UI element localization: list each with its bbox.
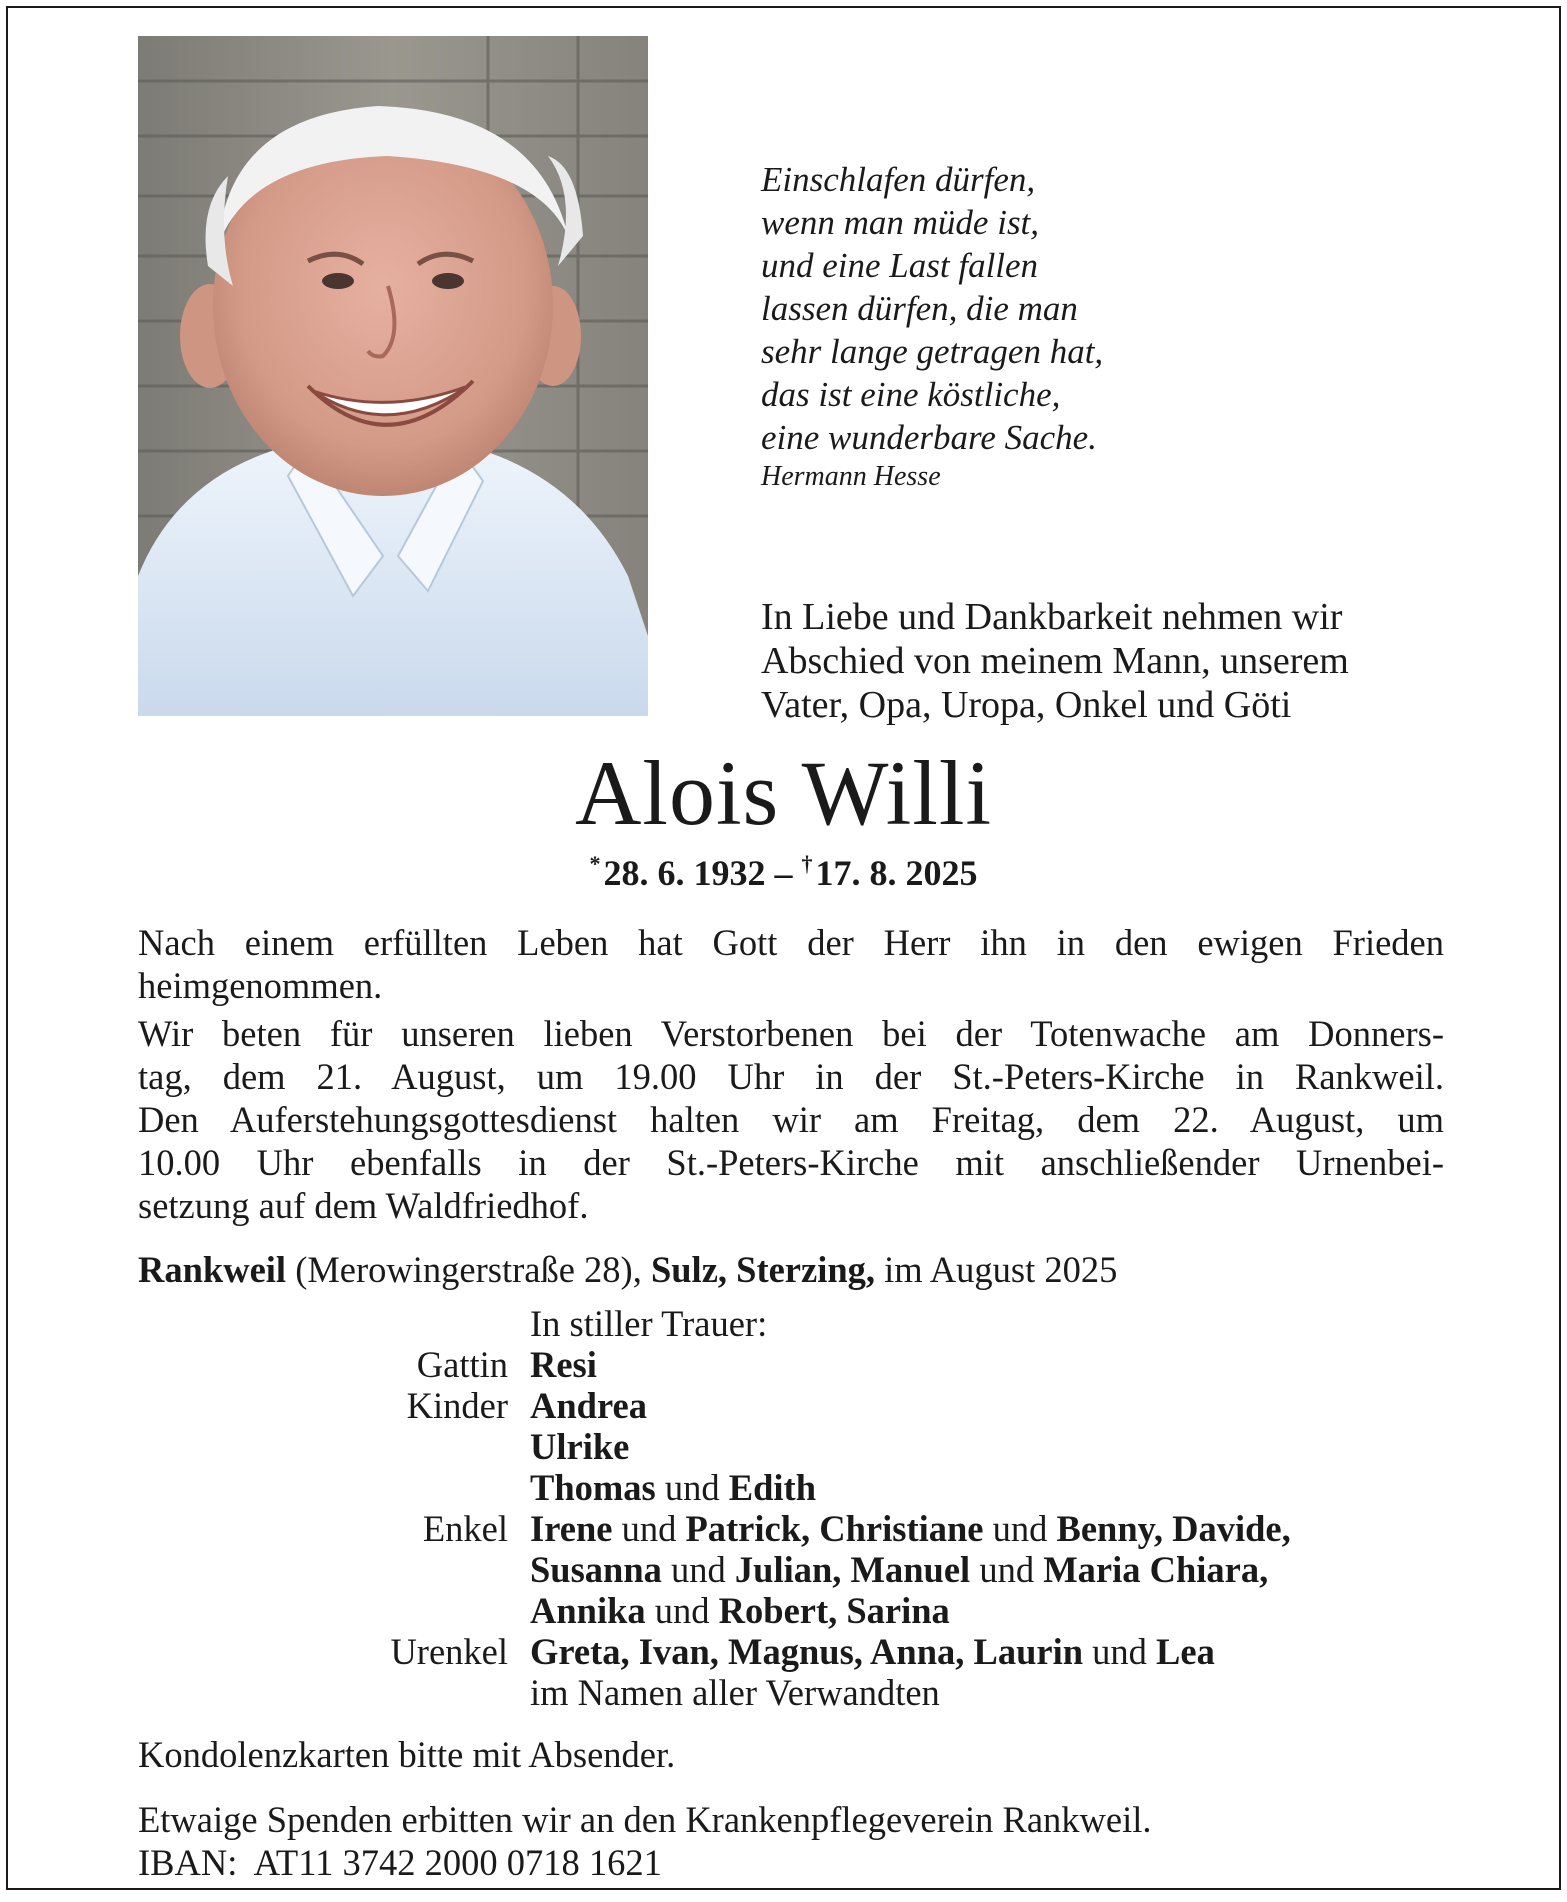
quote-author: Hermann Hesse <box>761 461 941 492</box>
mourner-name: Robert, Sarina <box>718 1590 950 1631</box>
mourner-name: Irene <box>530 1508 613 1549</box>
death-symbol: † <box>801 851 813 876</box>
mourners-row <box>8 1549 1563 1590</box>
place-date-line <box>138 1248 1117 1291</box>
quote-line: wenn man müde ist, <box>761 203 1040 242</box>
mourners-row-gattin <box>8 1344 1563 1385</box>
intro-line: Vater, Opa, Uropa, Onkel und Göti <box>761 684 1292 726</box>
condolence-note: Kondolenzkarten bitte mit Absender. <box>138 1734 676 1775</box>
relation-names <box>530 1549 1268 1590</box>
mourner-name: Julian, Manuel <box>734 1549 971 1590</box>
mourner-name: Edith <box>728 1467 817 1508</box>
mourners-row-kinder <box>8 1385 1563 1426</box>
mourner-name: Susanna <box>530 1549 662 1590</box>
mourners-row <box>8 1426 1563 1467</box>
conjunction: und <box>671 1549 726 1590</box>
donation-text: Etwaige Spenden erbitten wir an den Krankenpflegeverein Rankweil. <box>138 1799 1152 1840</box>
relation-label: Kinder <box>406 1385 508 1426</box>
relation-names <box>530 1631 1215 1672</box>
mourners-list <box>8 1303 1563 1713</box>
mourner-name: Benny, Davide, <box>1056 1508 1291 1549</box>
mourners-row <box>8 1590 1563 1631</box>
quote-line: sehr lange getragen hat, <box>761 332 1104 371</box>
mourners-row <box>8 1467 1563 1508</box>
relation-names <box>530 1385 647 1426</box>
conjunction: und <box>992 1508 1048 1549</box>
relation-names <box>530 1590 950 1631</box>
paragraph-services <box>138 1012 1444 1227</box>
mourners-heading-row <box>8 1303 1563 1344</box>
paragraph-line: Nach einem erfüllten Leben hat Gott der Herr ihn in den ewigen Frieden <box>138 922 1444 963</box>
intro-line: Abschied von meinem Mann, unserem <box>761 640 1349 682</box>
date-separator: – <box>774 853 793 893</box>
relation-names <box>530 1344 597 1385</box>
mourner-name: Patrick, Christiane <box>685 1508 984 1549</box>
place-date: im August 2025 <box>884 1249 1118 1290</box>
iban-value: AT11 3742 2000 0718 1621 <box>253 1842 662 1883</box>
conjunction: und <box>654 1590 710 1631</box>
mourners-row-enkel <box>8 1508 1563 1549</box>
relation-names <box>530 1508 1291 1549</box>
mourner-name: Maria Chiara, <box>1043 1549 1269 1590</box>
intro-line: In Liebe und Dankbarkeit nehmen wir <box>761 596 1343 638</box>
death-date: 17. 8. 2025 <box>815 853 978 893</box>
quote-line: eine wunderbare Sache. <box>761 418 1097 457</box>
mourners-closing-row <box>8 1672 1563 1713</box>
paragraph-line: 10.00 Uhr ebenfalls in der St.-Peters-Kirche mit anschließender Urnenbei- <box>138 1142 1444 1183</box>
life-dates <box>8 851 1559 894</box>
quote-line: Einschlafen dürfen, <box>761 160 1036 199</box>
mourners-heading: In stiller Trauer: <box>530 1303 768 1344</box>
paragraph-line: Wir beten für unseren lieben Verstorbenen bei der Totenwache am Donners- <box>138 1013 1444 1054</box>
birth-date: 28. 6. 1932 <box>603 853 766 893</box>
mourner-name: Greta, Ivan, Magnus, Anna, Laurin <box>530 1631 1084 1672</box>
mourner-name: Annika <box>530 1590 646 1631</box>
paragraph-line: setzung auf dem Waldfriedhof. <box>138 1185 589 1226</box>
mourner-name: Lea <box>1156 1631 1215 1672</box>
paragraph-peace <box>138 921 1444 1007</box>
mourners-row-urenkel <box>8 1631 1563 1672</box>
portrait-illustration <box>138 36 648 716</box>
mourners-closing: im Namen aller Verwandten <box>530 1672 940 1713</box>
relation-names <box>530 1426 629 1467</box>
relation-label: Gattin <box>416 1344 508 1385</box>
place-address: (Merowingerstraße 28), <box>295 1249 642 1290</box>
deceased-name: Alois Willi <box>574 742 993 844</box>
conjunction: und <box>979 1549 1035 1590</box>
quote-line: lassen dürfen, die man <box>761 289 1078 328</box>
quote-line: und eine Last fallen <box>761 246 1039 285</box>
relation-names <box>530 1467 816 1508</box>
birth-symbol: * <box>589 851 601 876</box>
mourner-name: Ulrike <box>530 1426 630 1467</box>
place-other-towns: Sulz, Sterzing, <box>650 1249 876 1290</box>
donation-note <box>138 1798 1152 1884</box>
mourner-name: Andrea <box>530 1385 647 1426</box>
place-town: Rankweil <box>138 1249 287 1290</box>
quote-line: das ist eine köstliche, <box>761 375 1061 414</box>
conjunction: und <box>1092 1631 1147 1672</box>
paragraph-line: tag, dem 21. August, um 19.00 Uhr in der St.-Peters-Kirche in Rankweil. <box>138 1056 1444 1097</box>
relation-label: Enkel <box>422 1508 508 1549</box>
intro-text <box>761 595 1461 727</box>
iban-line <box>138 1841 1152 1884</box>
mourner-name: Thomas <box>530 1467 656 1508</box>
paragraph-line: Den Auferstehungsgottesdienst halten wir am Freitag, dem 22. August, um <box>138 1099 1444 1140</box>
paragraph-line: heimgenommen. <box>138 965 383 1006</box>
conjunction: und <box>664 1467 720 1508</box>
portrait-photo <box>138 36 648 716</box>
iban-label: IBAN: <box>138 1842 238 1883</box>
mourner-name: Resi <box>530 1344 597 1385</box>
quote <box>761 158 1361 459</box>
conjunction: und <box>621 1508 677 1549</box>
obituary-page <box>6 6 1561 1890</box>
relation-label: Urenkel <box>390 1631 508 1672</box>
